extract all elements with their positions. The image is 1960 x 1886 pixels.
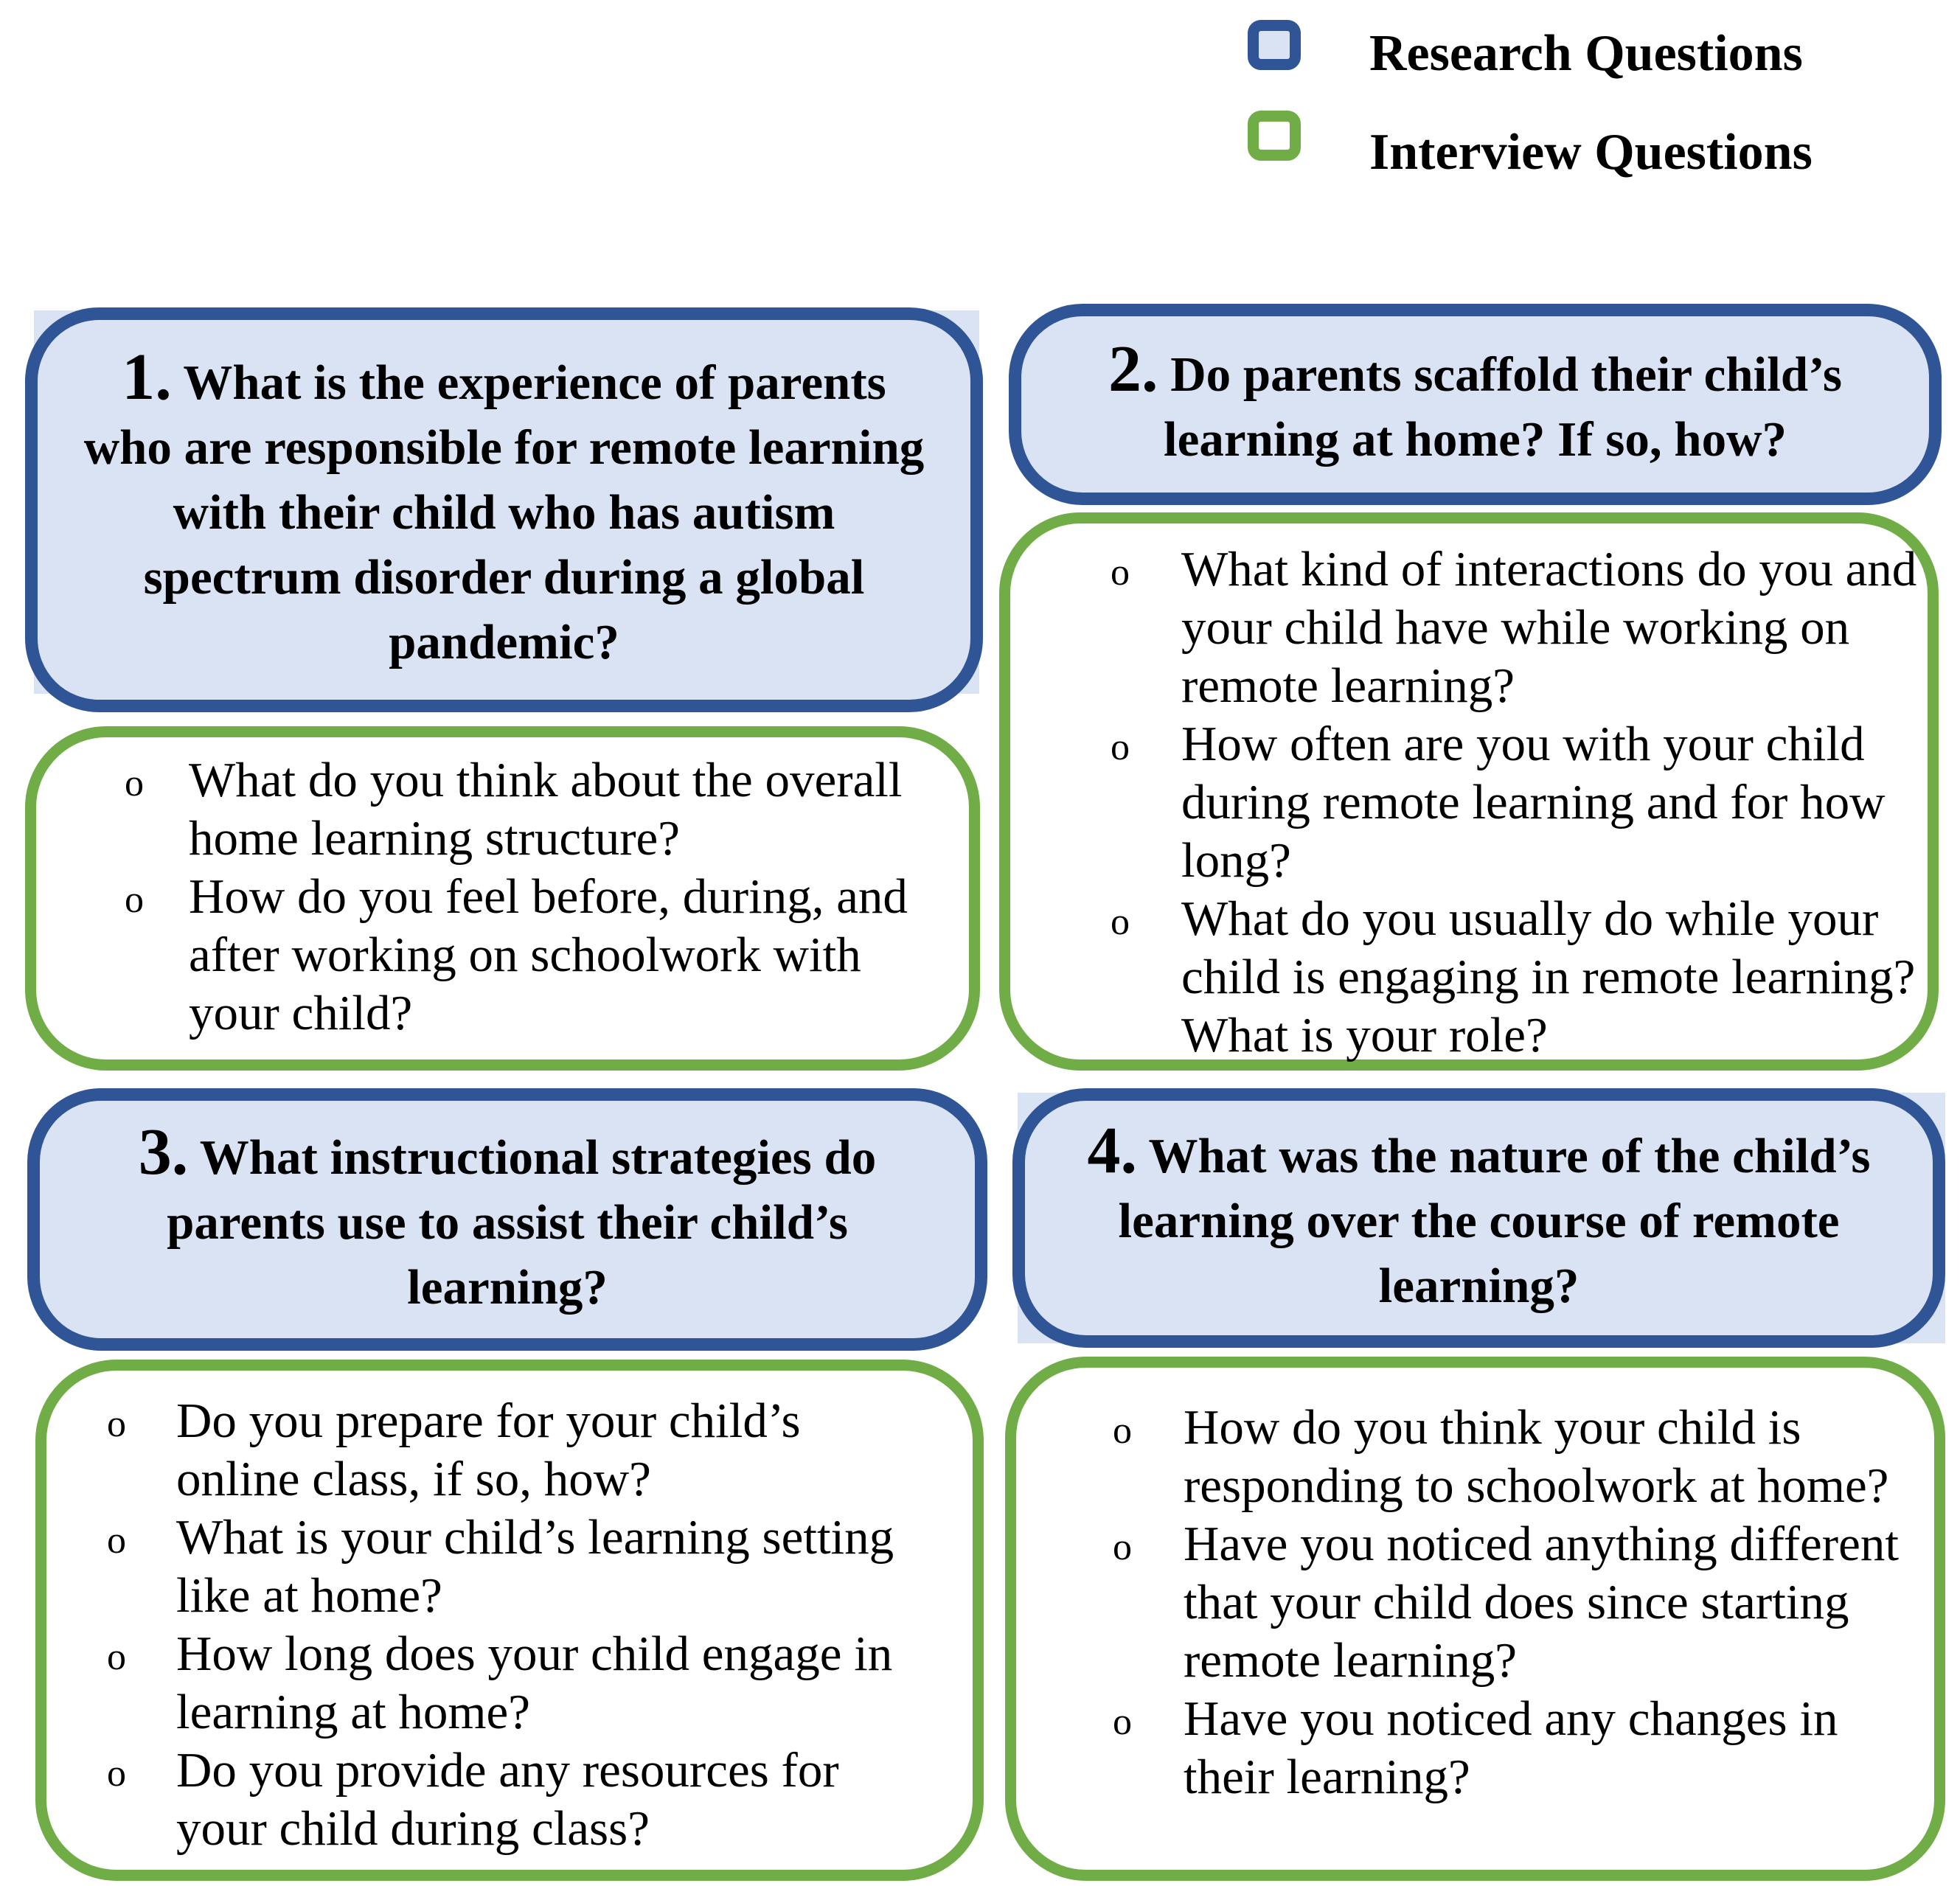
interview-questions-4 bbox=[1005, 1357, 1945, 1881]
list-item: o What do you usually do while your child is engaging in remote learning? What is your role? bbox=[1111, 891, 1916, 1062]
legend-interview-label: Interview Questions bbox=[1369, 124, 1813, 181]
bullet-icon: o bbox=[1111, 726, 1130, 768]
bullet-icon: o bbox=[1111, 551, 1130, 594]
interview-questions-2 bbox=[999, 512, 1939, 1071]
bullet-icon: o bbox=[125, 762, 144, 804]
interview-questions-3 bbox=[35, 1360, 984, 1881]
bullet-icon: o bbox=[125, 879, 144, 921]
legend-research-swatch bbox=[1248, 20, 1301, 70]
research-question-4 bbox=[1012, 1088, 1945, 1348]
bullet-icon: o bbox=[107, 1753, 126, 1795]
bullet-icon: o bbox=[1113, 1410, 1132, 1452]
list-item: o How do you feel before, during, and after working on schoolwork with your child? bbox=[125, 869, 908, 1040]
interview-questions-1 bbox=[25, 726, 980, 1071]
legend-research-label: Research Questions bbox=[1369, 25, 1803, 82]
bullet-icon: o bbox=[107, 1403, 126, 1445]
list-item: o Do you provide any resources for your child during class? bbox=[107, 1743, 839, 1856]
bullet-icon: o bbox=[1113, 1701, 1132, 1743]
list-item: o Have you noticed any changes in their learning? bbox=[1113, 1691, 1838, 1804]
research-question-2 bbox=[1009, 304, 1942, 505]
research-question-1 bbox=[25, 307, 983, 712]
list-item: o What do you think about the overall home learning structure? bbox=[125, 753, 903, 866]
rq-number: 1. bbox=[122, 341, 172, 414]
list-item: o Have you noticed anything different that your child does since starting remote learning? bbox=[1113, 1517, 1899, 1688]
list-item: o Do you prepare for your child’s online class, if so, how? bbox=[107, 1393, 801, 1506]
bullet-icon: o bbox=[1113, 1526, 1132, 1568]
list-item: o What kind of interactions do you and your child have while working on remote learning? bbox=[1111, 542, 1917, 713]
rq-number: 4. bbox=[1087, 1113, 1137, 1187]
list-item: o How often are you with your child during remote learning and for how long? bbox=[1111, 717, 1886, 888]
rq-text: What was the nature of the child’s learning over the course of remote learning? bbox=[1118, 1128, 1871, 1313]
list-item: o What is your child’s learning setting like at home? bbox=[107, 1510, 894, 1623]
legend-interview-swatch bbox=[1248, 111, 1301, 161]
bullet-icon: o bbox=[107, 1636, 126, 1678]
rq-text: What instructional strategies do parents use to assist their child’s learning? bbox=[167, 1130, 877, 1315]
rq-text: What is the experience of parents who are responsible for remote learning with their child who has autism spectrum disorder during a global pandemic? bbox=[83, 355, 925, 669]
rq-number: 3. bbox=[138, 1115, 189, 1189]
list-item: o How long does your child engage in learning at home? bbox=[107, 1626, 893, 1739]
research-question-3 bbox=[27, 1088, 987, 1351]
rq-number: 2. bbox=[1108, 333, 1158, 406]
bullet-icon: o bbox=[107, 1520, 126, 1562]
list-item: o How do you think your child is responding to schoolwork at home? bbox=[1113, 1400, 1889, 1513]
rq-text: Do parents scaffold their child’s learning at home? If so, how? bbox=[1164, 347, 1842, 467]
bullet-icon: o bbox=[1111, 901, 1130, 943]
